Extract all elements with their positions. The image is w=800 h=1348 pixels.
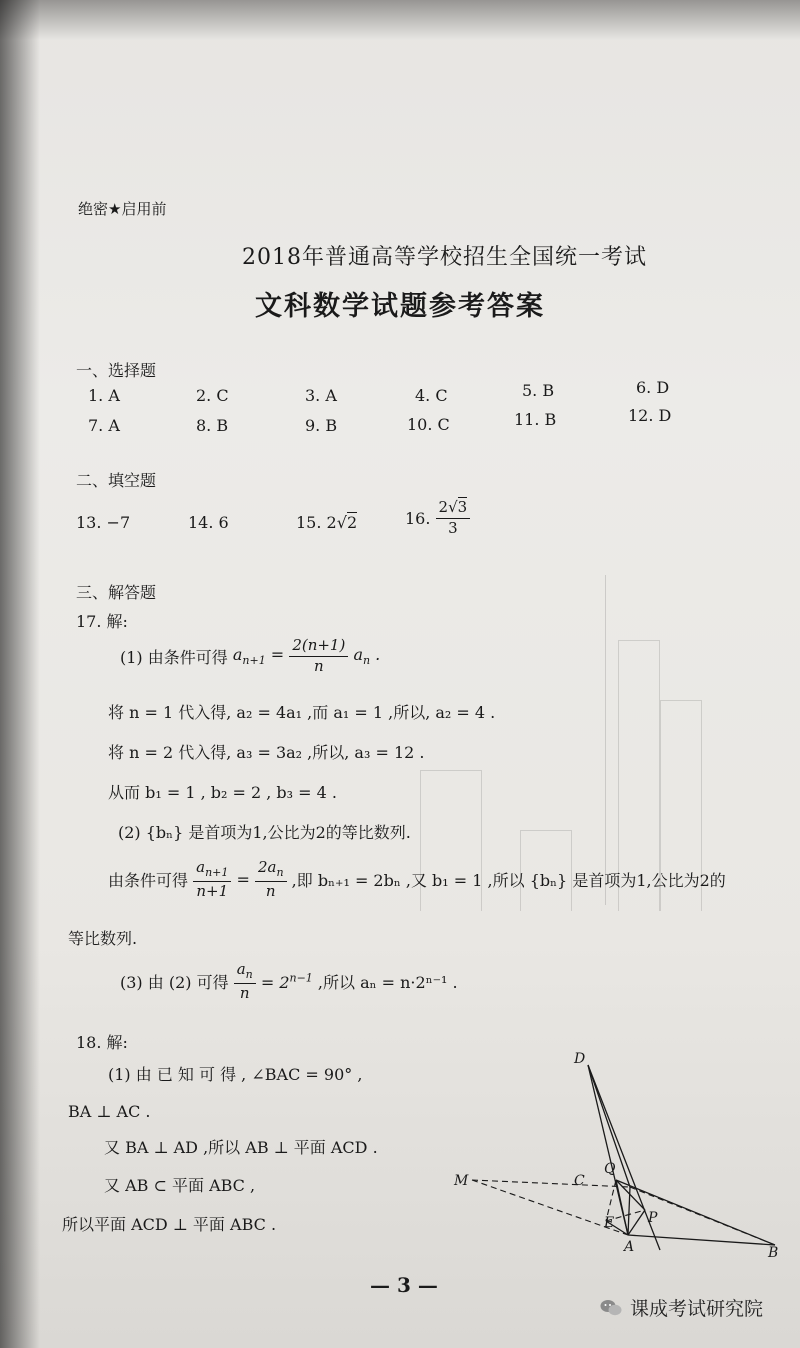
page-top-shadow [0,0,800,40]
q17-line-6-fraction-right: $\frac{2a_n}{n}$ [255,860,287,899]
q17-line-6-suffix: ,即 bₙ₊₁ = 2bₙ ,又 b₁ = 1 ,所以 {bₙ} 是首项为1,公比为2的 [291,871,726,891]
answer-5: 5. B [522,381,555,400]
answer-12: 12. D [628,406,672,425]
q17-line-4: 从而 b₁ = 1 , b₂ = 2 , b₃ = 4 . [108,783,338,802]
label-E: E [604,1215,615,1231]
answer-4: 4. C [415,386,448,405]
label-B: B [768,1245,779,1261]
answer-10: 10. C [407,415,450,434]
q17-line-5: (2) {bₙ} 是首项为1,公比为2的等比数列. [118,823,411,842]
answer-11: 11. B [514,410,557,429]
answer-9: 9. B [305,416,338,435]
q17-line-8-text: (3) 由 (2) 可得 [120,973,229,993]
section-title-fill: 二、填空题 [76,471,157,490]
q17-line-1-fraction: $\frac{2(n+1)}{n}$ [289,638,348,675]
page-edge-shadow [0,0,40,1348]
q17-line-6-text: 由条件可得 [108,871,189,891]
answer-15-radicand: 2 [346,513,358,532]
numerator-radicand: 3 [457,498,468,516]
answer-15-label: 15. [296,513,322,532]
label-P: P [648,1210,658,1226]
q17-line-3: 将 n = 2 代入得, a₃ = 3a₂ ,所以, a₃ = 12 . [108,743,425,762]
answer-16 [405,500,470,537]
answer-14: 14. 6 [188,513,229,532]
answer-16-denominator: 3 [448,518,458,537]
answer-2: 2. C [196,386,229,405]
q17-line-1: (1) 由条件可得 $a_{n+1}$ = $\frac{2(n+1)}{n}$ $a_n$ . [120,636,381,675]
q18-line-2: BA ⊥ AC . [68,1102,151,1121]
q17-line-1-formula: $a_{n+1}$ = [232,645,285,668]
q17-line-2: 将 n = 1 代入得, a₂ = 4a₁ ,而 a₁ = 1 ,所以, a₂ = 4 . [108,703,496,722]
answer-7: 7. A [88,416,120,435]
bleed-through-chart-axis [605,575,618,905]
q18-line-3: 又 BA ⊥ AD ,所以 AB ⊥ 平面 ACD . [104,1138,378,1157]
section-title-choice: 一、选择题 [76,361,157,380]
q17-line-8-fraction: $\frac{a_n}{n}$ [234,962,256,1001]
section-title-solve: 三、解答题 [76,583,157,602]
answer-13: 13. −7 [76,513,131,532]
sqrt-sign: √ [336,513,347,532]
label-Q: Q [604,1161,616,1177]
q17-line-6-fraction-left: $\frac{a_{n+1}}{n+1}$ [193,860,231,899]
answer-15-coef: 2 [326,513,337,532]
q18-label: 18. 解: [76,1033,128,1052]
q18-line-5: 所以平面 ACD ⊥ 平面 ABC . [62,1215,277,1234]
label-C: C [574,1173,585,1189]
numerator-coef: 2 [438,498,449,516]
answer-16-fraction [436,500,471,537]
page-number: — 3 — [370,1273,438,1297]
watermark [600,1294,763,1321]
label-M: M [454,1173,469,1189]
label-A: A [624,1239,635,1255]
q18-line-4: 又 AB ⊂ 平面 ABC , [104,1176,256,1195]
q17-line-7: 等比数列. [68,929,138,948]
answer-1: 1. A [88,386,120,405]
edge-QA [616,1180,628,1235]
confidential-mark: 绝密★启用前 [78,200,167,218]
answer-16-numerator: 2√3 [436,500,471,519]
answer-16-label: 16. [405,508,431,528]
q17-line-8-suffix: ,所以 aₙ = n·2ⁿ⁻¹ . [317,973,458,993]
document-title: 文科数学试题参考答案 [255,291,545,322]
geometry-diagram [440,1045,800,1275]
dashed-MC [472,1180,630,1187]
q17-line-6: 由条件可得 $\frac{a_{n+1}}{n+1}$ = $\frac{2a_n}{n}$ ,即 bₙ₊₁ = 2bₙ ,又 b₁ = 1 ,所以 {bₙ} 是首项为1,公比为2的 [108,858,726,900]
q17-label: 17. 解: [76,612,128,631]
edge-QP [616,1180,645,1210]
q17-line-1-text: (1) 由条件可得 [120,647,228,667]
chat-bubbles-icon [600,1299,622,1317]
answer-6: 6. D [636,378,670,397]
answer-8: 8. B [196,416,229,435]
label-D: D [574,1051,586,1067]
q17-line-8: (3) 由 (2) 可得 $\frac{a_n}{n}$ = $2^{n-1}$ ,所以 aₙ = n·2ⁿ⁻¹ . [120,960,458,1002]
exam-title: 2018年普通高等学校招生全国统一考试 [242,245,647,270]
answer-15 [296,513,357,532]
watermark-text: 课成考试研究院 [630,1298,764,1320]
answer-3: 3. A [305,386,337,405]
q18-line-1: (1) 由 已 知 可 得 , ∠BAC = 90° , [108,1065,363,1084]
